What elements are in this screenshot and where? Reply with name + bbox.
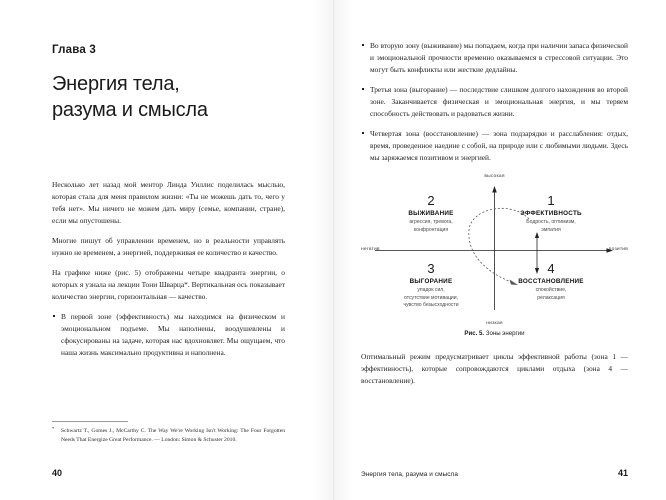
page-title: [52, 72, 285, 123]
quadrant-1-number: 1: [547, 192, 555, 208]
chapter-title-line-1: Энергия тела,: [52, 73, 180, 95]
footnote-marker: *: [52, 426, 55, 432]
quadrant-1-desc-line-1: Бодрость, оптимизм,: [526, 219, 576, 226]
quadrant-3-desc-line-3: чувство безысходности: [403, 302, 459, 309]
y-axis-label-low: низкая: [486, 320, 503, 326]
quadrant-2-desc-line-1: агрессия, тревога,: [409, 219, 453, 226]
footnote-divider: [52, 421, 128, 422]
quadrant-4-number: 4: [547, 260, 555, 276]
figure-caption-text: Зоны энергии: [485, 329, 525, 337]
quadrant-chart: [361, 174, 628, 326]
chapter-title-line-2: разума и смысла: [52, 98, 208, 121]
quadrant-1-description: [503, 219, 599, 234]
x-axis-label-negative: негатив: [361, 246, 380, 252]
chapter-number: Глава 3: [52, 44, 96, 56]
quadrant-3-number: 3: [427, 260, 435, 276]
quadrant-2-number: 2: [427, 192, 435, 208]
list-item: Во вторую зону (выживание) мы попадаем, когда при наличии запаса физической и эмоциональной прочности временно оказываемся в стрессовой ситуации. Это могут быть конфликты или жесткие дедлайны.: [361, 40, 628, 76]
quadrant-4-title: ВОССТАНОВЛЕНИЕ: [518, 277, 584, 285]
paragraph-2: Многие пишут об управлении временем, но в реальности управлять нужно не временем, а энергией, поддерживая ее количество и качество.: [52, 236, 285, 258]
y-axis-arrowhead: [492, 186, 497, 193]
quadrant-3-desc-line-2: отсутствие мотивации,: [404, 294, 458, 301]
footnote-citation: Schwartz T., Gomes J., McCarthy C. The Way We're Working Isn't Working: The Four Forgotten Needs That Energize Great Performance. — London: Simon & Schuster 2010.: [61, 428, 285, 443]
x-axis-label-positive: позитив: [608, 246, 628, 252]
running-title: Энергия тела, разума и смысла: [361, 471, 459, 478]
page-number-right: 41: [617, 468, 628, 478]
quadrant-1-effectiveness: [503, 194, 599, 234]
paragraph-3: На графике ниже (рис. 5) отображены четыре квадранта энергии, о которых я узнала на лекции Тони Шварца*. Вертикальная ось показывает количество энергии, горизонтальная — качество.: [52, 268, 285, 302]
quadrant-2-desc-line-2: конфронтация: [413, 226, 449, 233]
quadrant-3-desc-line-1: упадок сил,: [417, 287, 445, 294]
quadrant-3-burnout: [383, 262, 479, 310]
figure-caption-number: Рис. 5.: [464, 329, 485, 337]
footnote-block: [52, 421, 285, 444]
quadrant-2-title: ВЫЖИВАНИЕ: [408, 209, 454, 217]
quadrant-3-description: [383, 287, 479, 309]
quadrant-2-survival: [383, 194, 479, 234]
y-axis-label-high: высокая: [484, 173, 505, 179]
quadrant-1-desc-line-2: эмпатия: [541, 226, 561, 233]
figure-energy-zones: [361, 174, 628, 337]
list-item: Третья зона (выгорание) — последствие слишком долгого нахождения во второй зоне. Заканчивается физическая и эмоциональная энергия, и мы теряем способность действовать и радоваться жизни.: [361, 84, 628, 120]
quadrant-4-desc-line-2: релаксация: [537, 294, 565, 301]
right-page: [333, 0, 666, 500]
closing-paragraph: Оптимальный режим предусматривает циклы эффективной работы (зона 1 — эффективность), которые сопровождаются циклами отдыха (зона 4 — восстановление).: [361, 351, 628, 385]
figure-caption: [361, 330, 628, 337]
quadrant-2-description: [383, 219, 479, 234]
quadrant-4-desc-line-1: спокойствие,: [535, 287, 567, 294]
list-item: В первой зоне (эффективность) мы находимся на физическом и эмоциональном подъеме. Мы наполнены, воодушевлены и сфокусированы на задаче, которая нас вдохновляет. Мы ощущаем, что наша жизнь максимально продуктивна и наполнена.: [52, 311, 285, 359]
left-bullet-list: [52, 311, 285, 359]
quadrant-4-description: [503, 287, 599, 302]
quadrant-3-title: ВЫГОРАНИЕ: [409, 277, 453, 285]
page-number-left: 40: [52, 468, 63, 478]
list-item: Четвертая зона (восстановление) — зона подзарядки и расслабления: отдых, время, проведенное наедине с собой, на природе или с любимыми людьми. Здесь мы заряжаемся позитивом и энергией.: [361, 128, 628, 164]
quadrant-1-title: ЭФФЕКТИВНОСТЬ: [520, 209, 582, 217]
paragraph-1: Несколько лет назад мой ментор Линда Уиллис поделилась мыслью, которая стала для меня правилом жизни: «Ты не можешь дать то, чего у тебя нет». Мы ничего не можем дать миру (семье, компании, стране), если мы опустошены.: [52, 180, 285, 226]
right-page-footer: [361, 468, 628, 478]
quadrant-4-recovery: [503, 262, 599, 302]
left-page-body: [52, 179, 285, 359]
footnote-text: [52, 427, 285, 444]
right-bullet-list: [361, 40, 628, 164]
